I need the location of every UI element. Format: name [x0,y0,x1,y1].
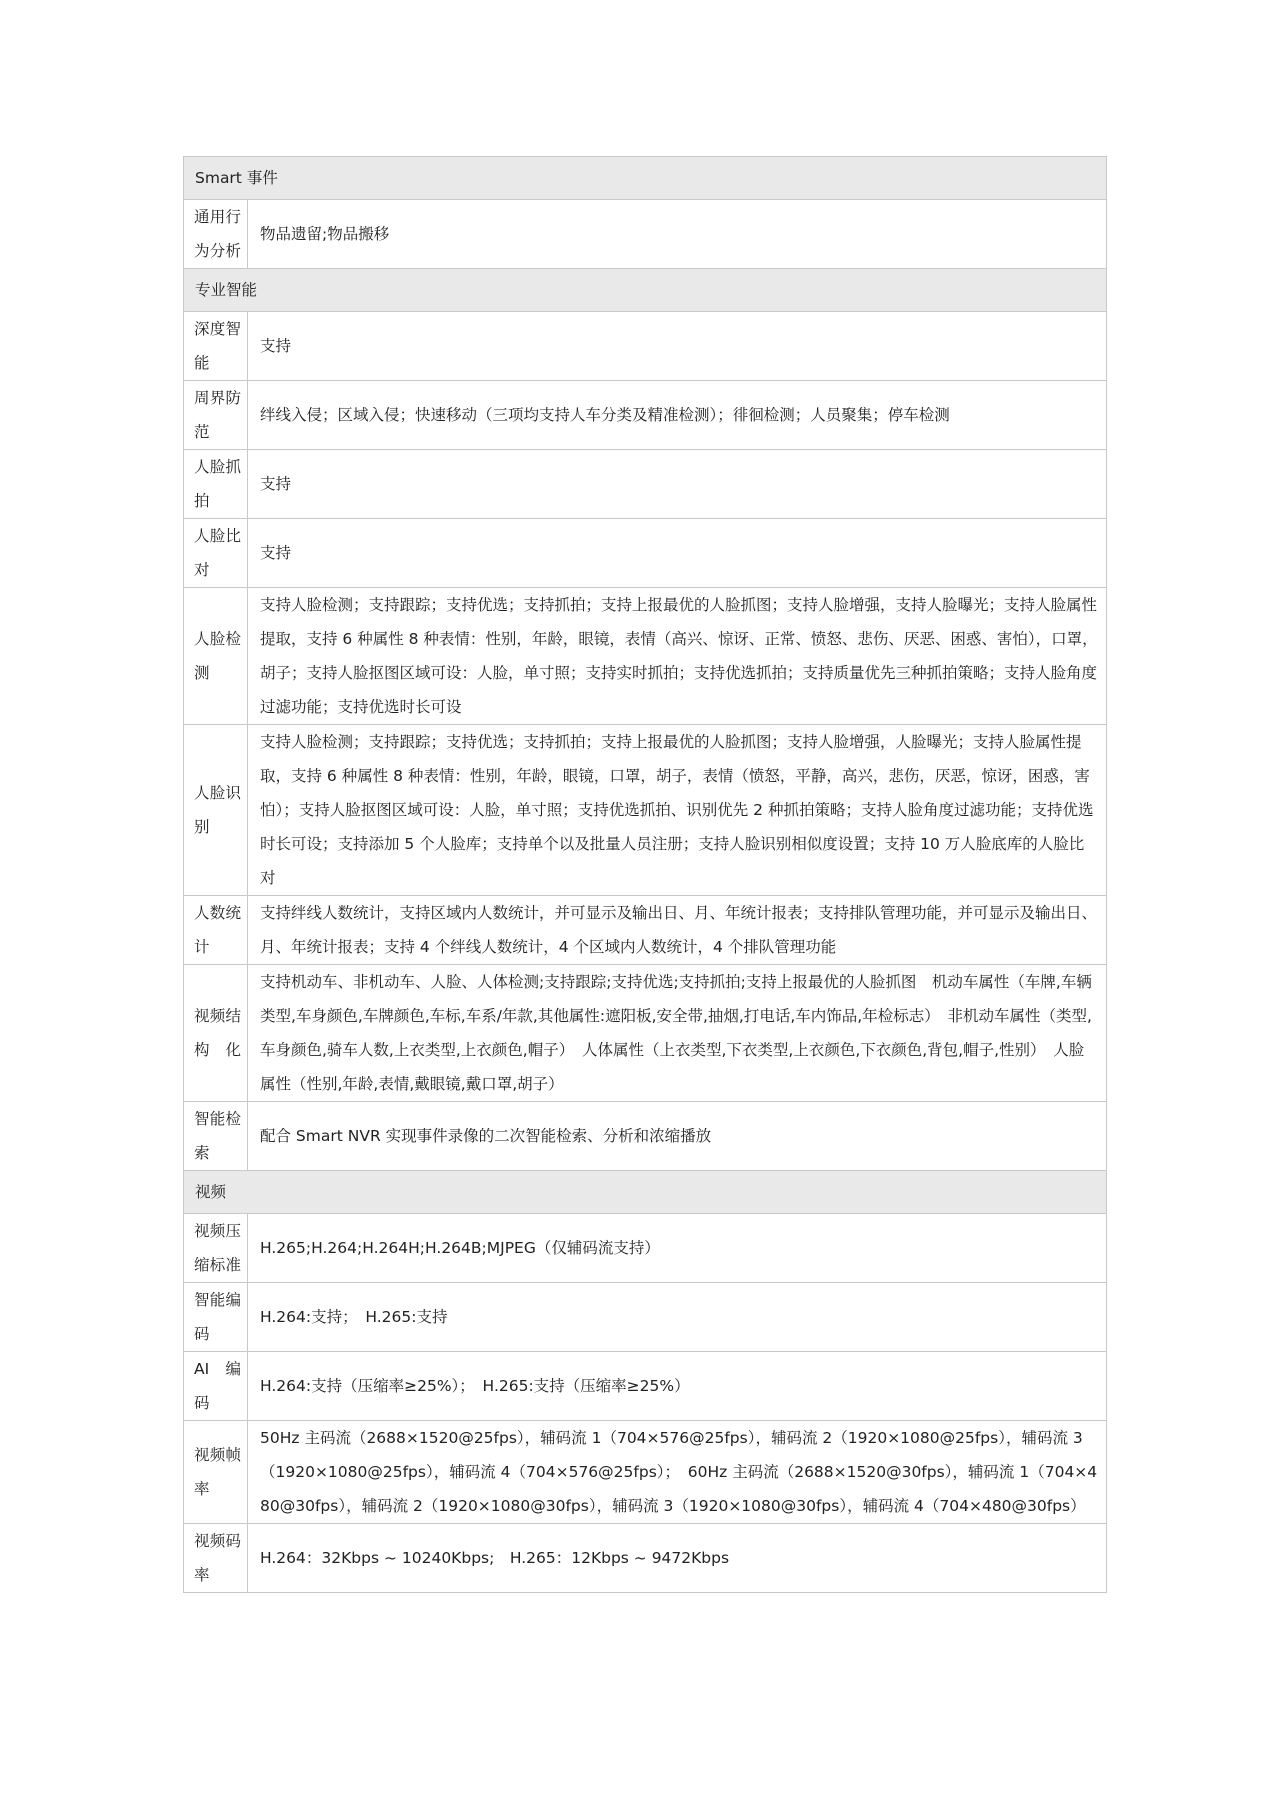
spec-label: AI 编码 [184,1352,248,1421]
spec-value: 支持绊线人数统计，支持区域内人数统计，并可显示及输出日、月、年统计报表；支持排队管理功能，并可显示及输出日、月、年统计报表；支持 4 个绊线人数统计，4 个区域内人数统计，4 个排队管理功能 [248,896,1107,965]
spec-value: 支持机动车、非机动车、人脸、人体检测;支持跟踪;支持优选;支持抓拍;支持上报最优的人脸抓图 机动车属性（车牌,车辆类型,车身颜色,车牌颜色,车标,车系/年款,其他属性:遮阳板,安全带,抽烟,打电话,车内饰品,年检标志） 非机动车属性（类型,车身颜色,骑车人数,上衣类型,上衣颜色,帽子） 人体属性（上衣类型,下衣类型,上衣颜色,下衣颜色,背包,帽子,性别） 人脸属性（性别,年龄,表情,戴眼镜,戴口罩,胡子） [248,965,1107,1102]
section-header-row [184,1171,1107,1214]
spec-row [184,896,1107,965]
spec-row [184,1214,1107,1283]
spec-label: 视频压缩标准 [184,1214,248,1283]
spec-value: 支持人脸检测；支持跟踪；支持优选；支持抓拍；支持上报最优的人脸抓图；支持人脸增强，人脸曝光；支持人脸属性提取，支持 6 种属性 8 种表情：性别，年龄，眼镜，口罩，胡子，表情（愤怒，平静，高兴，悲伤，厌恶，惊讶，困惑，害怕）；支持人脸抠图区域可设：人脸，单寸照；支持优选抓拍、识别优先 2 种抓拍策略；支持人脸角度过滤功能；支持优选时长可设；支持添加 5 个人脸库；支持单个以及批量人员注册；支持人脸识别相似度设置；支持 10 万人脸底库的人脸比对 [248,725,1107,896]
spec-value: H.264:支持； H.265:支持 [248,1283,1107,1352]
spec-row [184,312,1107,381]
spec-row [184,1524,1107,1593]
spec-value: 支持人脸检测；支持跟踪；支持优选；支持抓拍；支持上报最优的人脸抓图；支持人脸增强，支持人脸曝光；支持人脸属性提取，支持 6 种属性 8 种表情：性别，年龄，眼镜，表情（高兴、惊讶、正常、愤怒、悲伤、厌恶、困惑、害怕），口罩，胡子；支持人脸抠图区域可设：人脸，单寸照；支持实时抓拍；支持优选抓拍；支持质量优先三种抓拍策略；支持人脸角度过滤功能；支持优选时长可设 [248,588,1107,725]
spec-row [184,200,1107,269]
spec-label: 视频帧率 [184,1421,248,1524]
spec-value: 配合 Smart NVR 实现事件录像的二次智能检索、分析和浓缩播放 [248,1102,1107,1171]
section-title: 专业智能 [184,269,1107,312]
spec-label: 智能编码 [184,1283,248,1352]
spec-value: 绊线入侵；区域入侵；快速移动（三项均支持人车分类及精准检测）；徘徊检测；人员聚集；停车检测 [248,381,1107,450]
spec-row [184,450,1107,519]
spec-label: 通用行为分析 [184,200,248,269]
spec-label: 人数统计 [184,896,248,965]
spec-label: 智能检索 [184,1102,248,1171]
spec-row [184,725,1107,896]
section-title: Smart 事件 [184,157,1107,200]
spec-value: H.264:支持（压缩率≥25%）； H.265:支持（压缩率≥25%） [248,1352,1107,1421]
spec-row [184,519,1107,588]
section-title: 视频 [184,1171,1107,1214]
spec-row [184,1421,1107,1524]
spec-value: 物品遗留;物品搬移 [248,200,1107,269]
spec-table [183,156,1107,1593]
section-header-row [184,157,1107,200]
spec-value: 支持 [248,519,1107,588]
spec-label: 视频结构化 [184,965,248,1102]
spec-value: 支持 [248,450,1107,519]
spec-label: 视频码率 [184,1524,248,1593]
spec-value: H.265;H.264;H.264H;H.264B;MJPEG（仅辅码流支持） [248,1214,1107,1283]
spec-row [184,1352,1107,1421]
spec-value: 支持 [248,312,1107,381]
spec-label: 人脸识别 [184,725,248,896]
spec-value: 50Hz 主码流（2688×1520@25fps），辅码流 1（704×576@25fps），辅码流 2（1920×1080@25fps），辅码流 3（1920×1080@25fps），辅码流 4（704×576@25fps）； 60Hz 主码流（2688×1520@30fps），辅码流 1（704×480@30fps），辅码流 2（1920×1080@30fps），辅码流 3（1920×1080@30fps），辅码流 4（704×480@30fps） [248,1421,1107,1524]
spec-label: 周界防范 [184,381,248,450]
section-header-row [184,269,1107,312]
spec-label: 人脸抓拍 [184,450,248,519]
spec-label: 人脸比对 [184,519,248,588]
spec-label: 深度智能 [184,312,248,381]
spec-row [184,381,1107,450]
spec-value: H.264：32Kbps ~ 10240Kbps; H.265：12Kbps ~ 9472Kbps [248,1524,1107,1593]
spec-table-body [184,157,1107,1593]
spec-row [184,588,1107,725]
spec-row [184,965,1107,1102]
spec-row [184,1283,1107,1352]
spec-label: 人脸检测 [184,588,248,725]
spec-row [184,1102,1107,1171]
